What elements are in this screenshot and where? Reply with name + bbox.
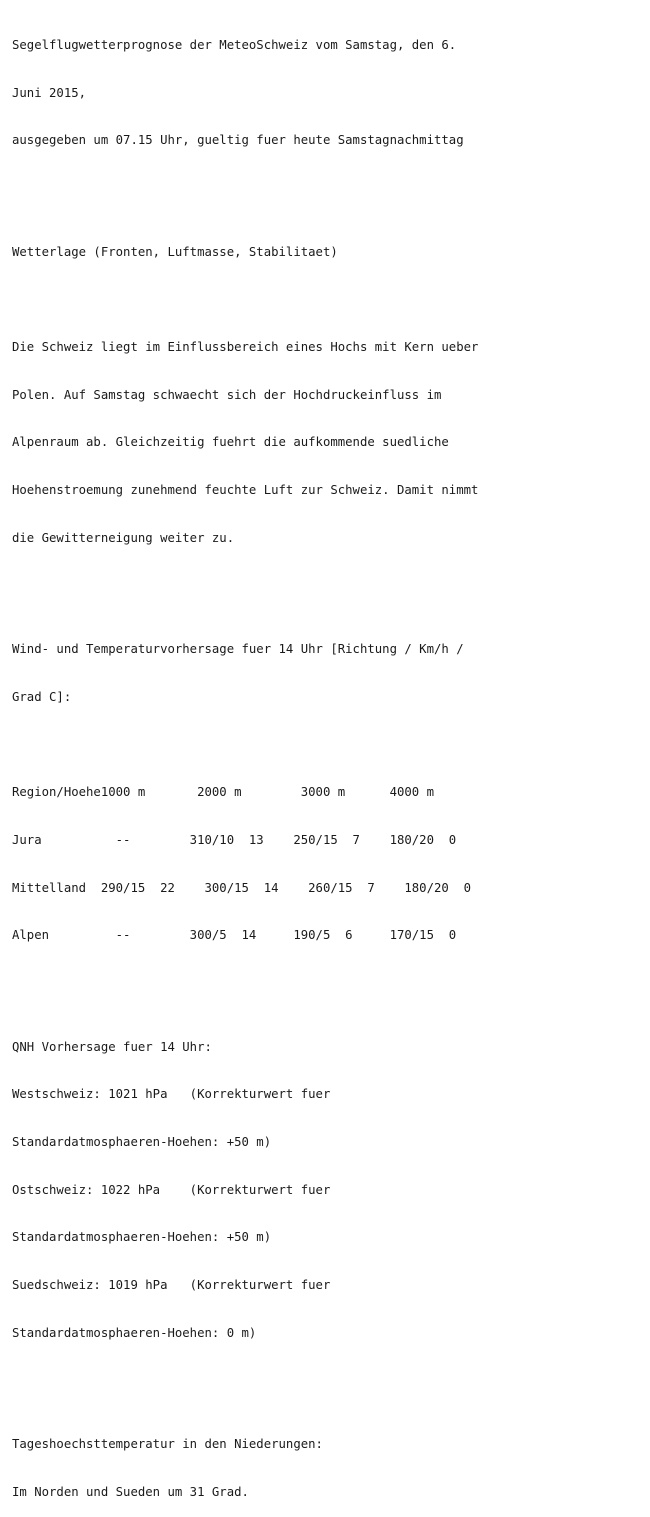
wind-table-header: Region/Hoehe1000 m 2000 m 3000 m 4000 m	[12, 785, 434, 800]
wetterlage-line: Die Schweiz liegt im Einflussbereich eines Hochs mit Kern ueber	[12, 339, 479, 354]
temperature-heading: Tageshoechsttemperatur in den Niederungen:	[12, 1437, 323, 1452]
issued-line: ausgegeben um 07.15 Uhr, gueltig fuer heute Samstagnachmittag	[12, 133, 464, 148]
wetterlage-line: Alpenraum ab. Gleichzeitig fuehrt die aufkommende suedliche	[12, 435, 449, 450]
qnh-line: Westschweiz: 1021 hPa (Korrekturwert fuer	[12, 1087, 331, 1102]
spacer	[12, 1374, 642, 1390]
spacer	[12, 737, 642, 753]
wind-table-row-jura: Jura -- 310/10 13 250/15 7 180/20 0	[12, 832, 457, 847]
qnh-line: Ostschweiz: 1022 hPa (Korrekturwert fuer	[12, 1182, 331, 1197]
wind-heading-line-2: Grad C]:	[12, 689, 72, 704]
document-title-line-1: Segelflugwetterprognose der MeteoSchweiz vom Samstag, den 6.	[12, 37, 457, 52]
qnh-line: Standardatmosphaeren-Hoehen: +50 m)	[12, 1230, 272, 1245]
forecast-document	[12, 6, 642, 1517]
wetterlage-line: Polen. Auf Samstag schwaecht sich der Hochdruckeinfluss im	[12, 387, 442, 402]
qnh-heading: QNH Vorhersage fuer 14 Uhr:	[12, 1039, 212, 1054]
spacer	[12, 181, 642, 197]
wind-table-row-mittelland: Mittelland 290/15 22 300/15 14 260/15 7 180/20 0	[12, 880, 472, 895]
qnh-line: Standardatmosphaeren-Hoehen: 0 m)	[12, 1325, 257, 1340]
wetterlage-heading: Wetterlage (Fronten, Luftmasse, Stabilitaet)	[12, 244, 338, 259]
wetterlage-line: die Gewitterneigung weiter zu.	[12, 530, 235, 545]
qnh-line: Suedschweiz: 1019 hPa (Korrekturwert fuer	[12, 1278, 331, 1293]
spacer	[12, 578, 642, 594]
document-title-line-2: Juni 2015,	[12, 85, 87, 100]
spacer	[12, 292, 642, 308]
wind-heading-line-1: Wind- und Temperaturvorhersage fuer 14 Uhr [Richtung / Km/h /	[12, 642, 464, 657]
qnh-line: Standardatmosphaeren-Hoehen: +50 m)	[12, 1135, 272, 1149]
wind-table-row-alpen: Alpen -- 300/5 14 190/5 6 170/15 0	[12, 928, 457, 943]
wetterlage-line: Hoehenstroemung zunehmend feuchte Luft zur Schweiz. Damit nimmt	[12, 483, 479, 498]
spacer	[12, 976, 642, 992]
temperature-line: Im Norden und Sueden um 31 Grad.	[12, 1484, 249, 1499]
